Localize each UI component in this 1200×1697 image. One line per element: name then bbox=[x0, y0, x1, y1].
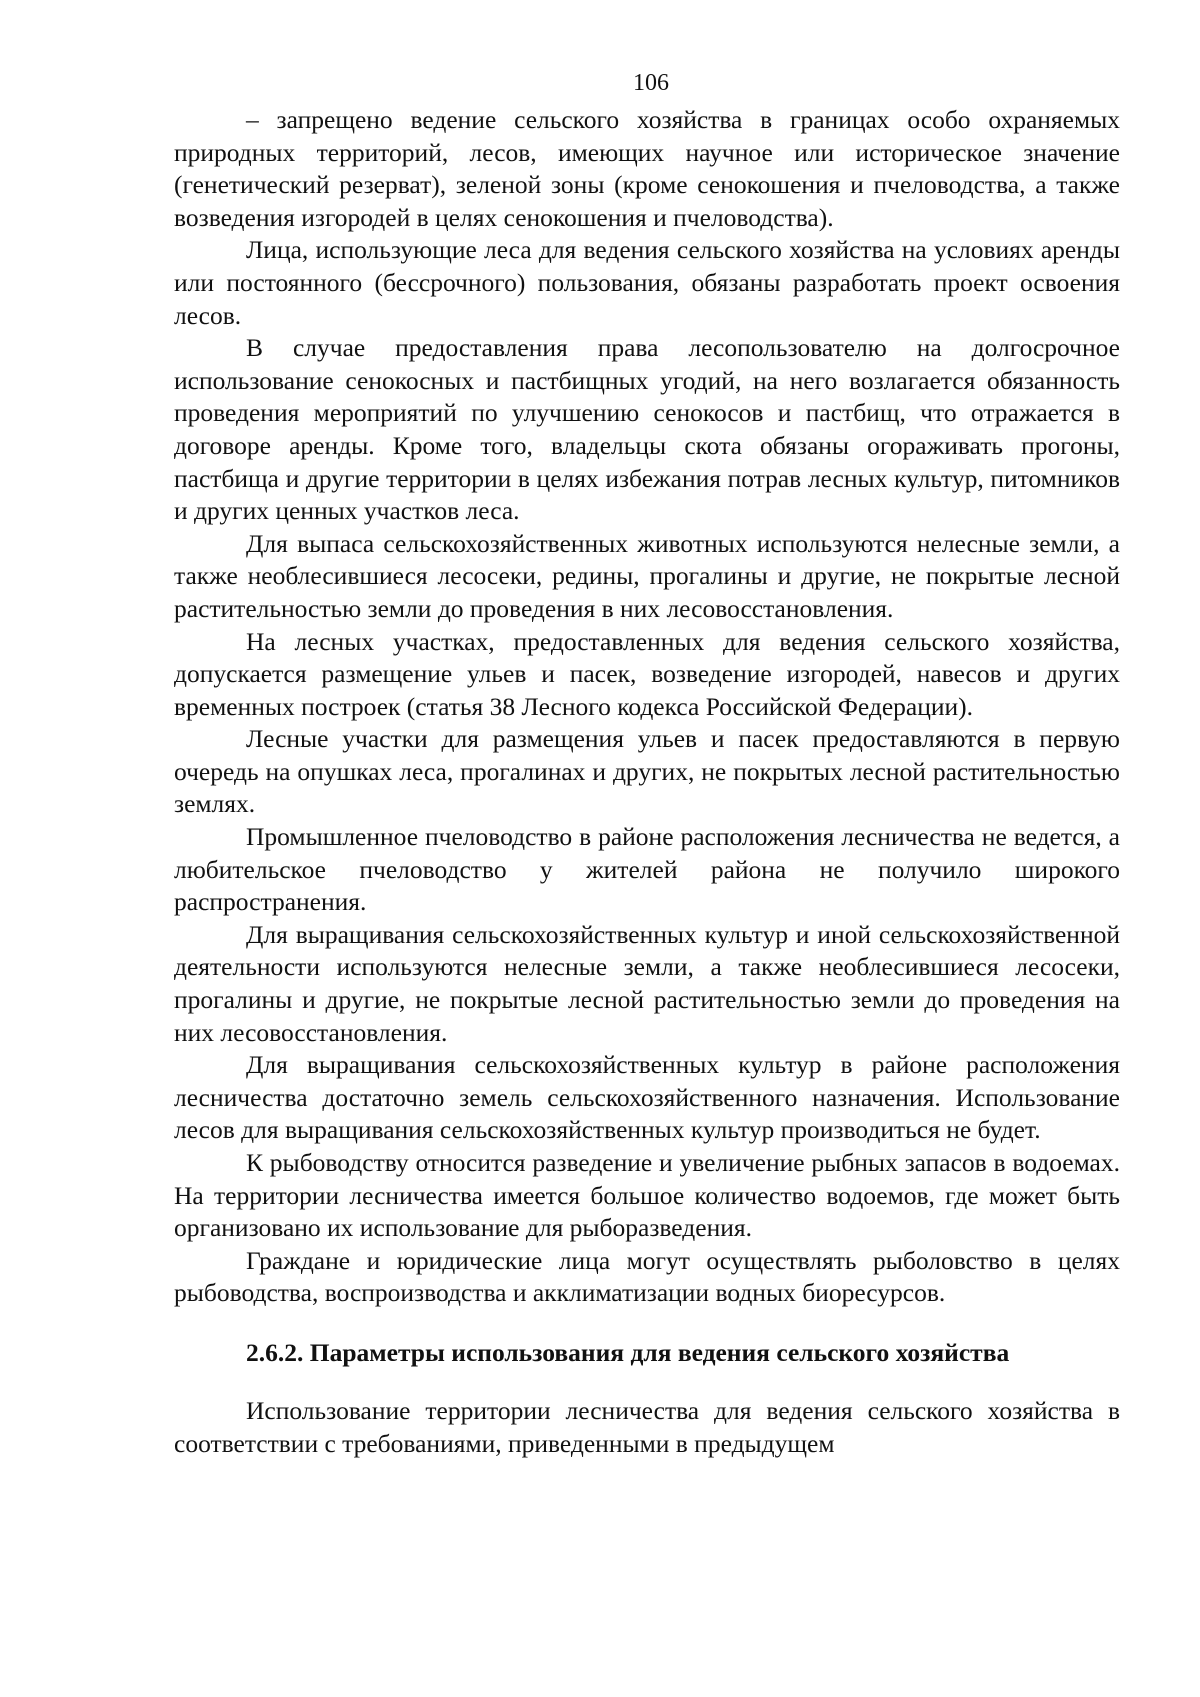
page-number: 106 bbox=[633, 70, 669, 96]
paragraph-lease-project: Лица, использующие леса для ведения сельского хозяйства на условиях аренды или постоянного (бессрочного) пользования, обязаны разработать проект освоения лесов. bbox=[174, 235, 1120, 330]
paragraph-fishing: Граждане и юридические лица могут осуществлять рыболовство в целях рыбоводства, воспроизводства и акклиматизации водных биоресурсов. bbox=[174, 1245, 1120, 1308]
paragraph-crop-sufficiency: Для выращивания сельскохозяйственных культур в районе расположения лесничества достаточно земель сельскохозяйственного назначения. Использование лесов для выращивания сельскохозяйственных культур производиться не будет. bbox=[174, 1050, 1120, 1145]
paragraph-grazing: Для выпаса сельскохозяйственных животных используются нелесные земли, а также необлесившиеся лесосеки, редины, прогалины и другие, не покрытые лесной растительностью земли до проведения в них лесовосстановления. bbox=[174, 528, 1120, 623]
paragraph-territory-use: Использование территории лесничества для ведения сельского хозяйства в соответствии с требованиями, приведенными в предыдущем bbox=[174, 1395, 1120, 1458]
paragraph-meadows-pastures: В случае предоставления права лесопользователю на долгосрочное использование сенокосных и пастбищных угодий, на него возлагается обязанность проведения мероприятий по улучшению сенокосов и пастбищ, что отражается в договоре аренды. Кроме того, владельцы скота обязаны огораживать прогоны, пастбища и другие территории в целях избежания потрав лесных культур, питомников и других ценных участков леса. bbox=[174, 333, 1120, 526]
paragraph-beekeeping: Промышленное пчеловодство в районе расположения лесничества не ведется, а любительское пчеловодство у жителей района не получило широкого распространения. bbox=[174, 822, 1120, 917]
paragraph-crop-lands: Для выращивания сельскохозяйственных культур и иной сельскохозяйственной деятельности используются нелесные земли, а также необлесившиеся лесосеки, прогалины и другие, не покрытые лесной растительностью земли до проведения на них лесовосстановления. bbox=[174, 919, 1120, 1047]
paragraph-prohibition: – запрещено ведение сельского хозяйства в границах особо охраняемых природных территорий, лесов, имеющих научное или историческое значение (генетический резерват), зеленой зоны (кроме сенокошения и пчеловодства, а также возведения изгородей в целях сенокошения и пчеловодства). bbox=[174, 105, 1120, 232]
section-heading: 2.6.2. Параметры использования для ведения сельского хозяйства bbox=[246, 1337, 1010, 1367]
paragraph-hives-plots: Лесные участки для размещения ульев и пасек предоставляются в первую очередь на опушках леса, прогалинах и других, не покрытых лесной растительностью землях. bbox=[174, 724, 1120, 819]
document-page bbox=[174, 68, 1120, 1460]
paragraph-fish-farming: К рыбоводству относится разведение и увеличение рыбных запасов в водоемах. На территории лесничества имеется большое количество водоемов, где может быть организовано их использование для рыборазведения. bbox=[174, 1148, 1120, 1243]
paragraph-hives-placement: На лесных участках, предоставленных для ведения сельского хозяйства, допускается размещение ульев и пасек, возведение изгородей, навесов и других временных построек (статья 38 Лесного кодекса Российской Федерации). bbox=[174, 626, 1120, 721]
